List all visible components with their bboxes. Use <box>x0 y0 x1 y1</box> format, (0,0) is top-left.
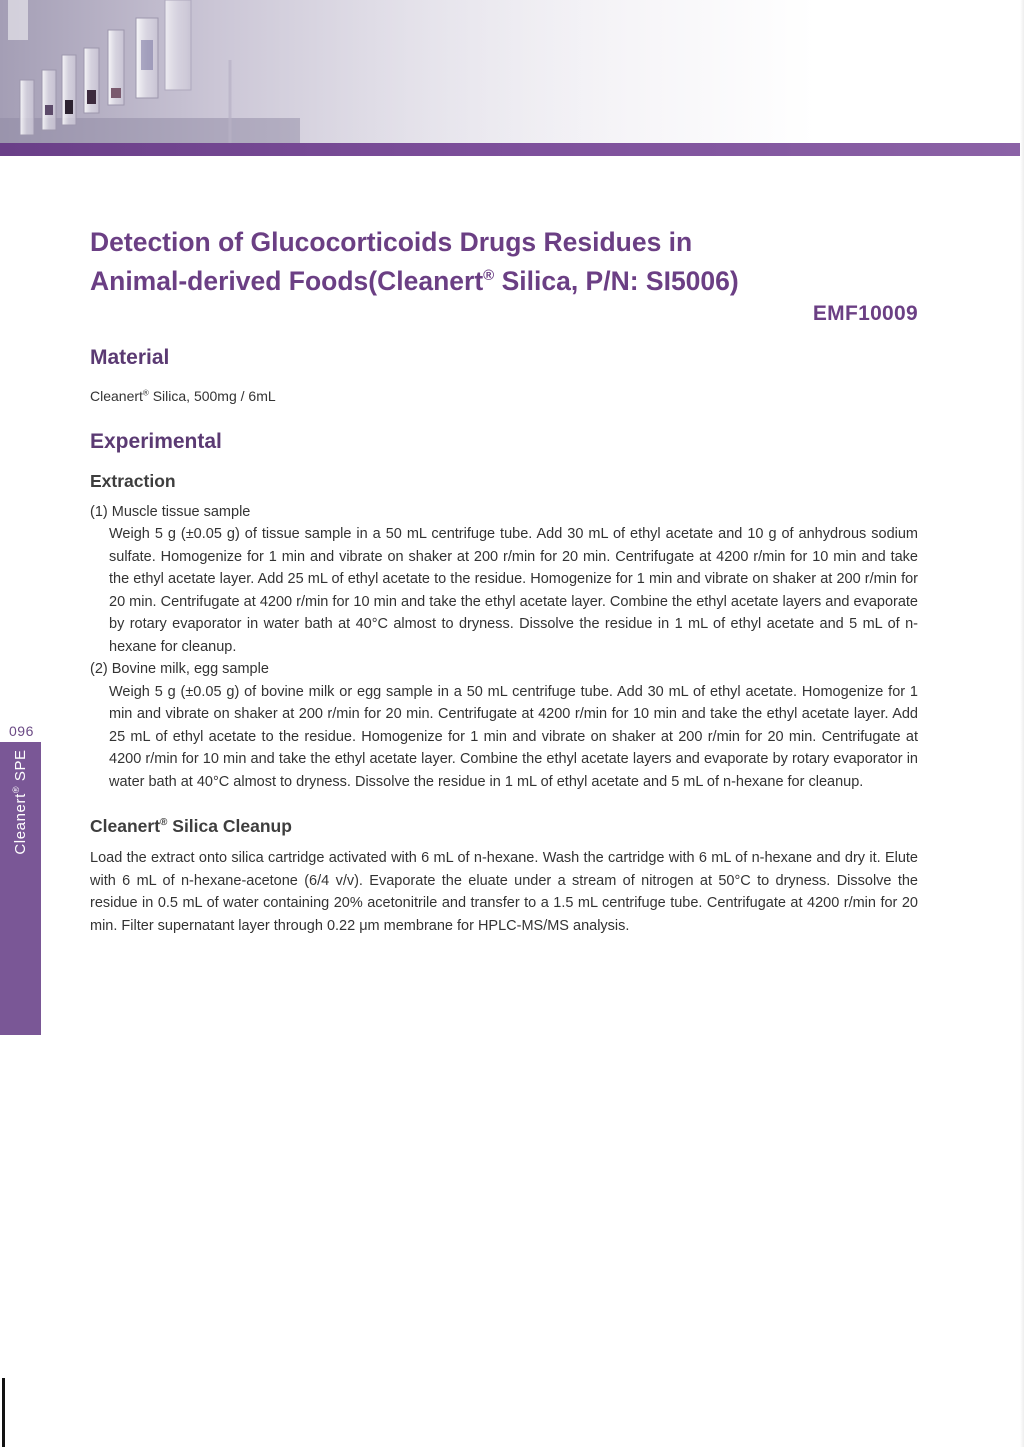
extraction-list <box>90 501 918 794</box>
cleanup-heading: Cleanert® Silica Cleanup <box>90 816 292 837</box>
document-code: EMF10009 <box>812 301 918 325</box>
document-content <box>90 226 918 937</box>
extraction-heading: Extraction <box>90 470 176 491</box>
experimental-heading: Experimental <box>90 429 222 453</box>
page-number: 096 <box>9 723 34 739</box>
side-tab-label: Cleanert® SPE <box>11 749 29 855</box>
header-accent-bar <box>0 143 1020 156</box>
cleanup-text: Load the extract onto silica cartridge activated with 6 mL of n-hexane. Wash the cartridge with 6 mL of n-hexane and dry it. Elute with 6 mL of n-hexane-acetone (6/4 v/v). Evaporate the eluate under a stream of nitrogen at 50°C to dryness. Dissolve the residue in 0.5 mL of water containing 20% acetonitrile and transfer to a 1.5 mL centrifuge tube. Centrifugate at 4200 r/min for 20 min. Filter supernatant layer through 0.22 μm membrane for HPLC-MS/MS analysis. <box>90 850 918 934</box>
extraction-item-label: (1) Muscle tissue sample <box>90 503 251 520</box>
material-heading: Material <box>90 345 170 369</box>
header-banner <box>0 0 1020 143</box>
extraction-item-label: (2) Bovine milk, egg sample <box>90 661 269 678</box>
lab-cartridges-photo <box>0 0 620 143</box>
extraction-item-text: Weigh 5 g (±0.05 g) of tissue sample in a 50 mL centrifuge tube. Add 30 mL of ethyl acetate and 10 g of anhydrous sodium sulfate. Homogenize for 1 min and vibrate on shaker at 200 r/min for 20 min. Centrifugate at 4200 r/min for 10 min and take the ethyl acetate layer. Add 25 mL of ethyl acetate to the residue. Homogenize for 1 min and vibrate on shaker at 200 r/min for 20 min. Centrifugate at 4200 r/min for 10 min and take the ethyl acetate layer. Combine the ethyl acetate layers and evaporate by rotary evaporator in water bath at 40°C almost to dryness. Dissolve the residue in 1 mL of ethyl acetate and 5 mL of n-hexane for cleanup. <box>109 526 918 655</box>
scan-edge-mark <box>2 1378 5 1447</box>
scan-right-edge <box>1020 0 1024 1447</box>
extraction-item-text: Weigh 5 g (±0.05 g) of bovine milk or egg sample in a 50 mL centrifuge tube. Add 30 mL of ethyl acetate. Homogenize for 1 min and vibrate on shaker at 200 r/min for 20 min. Centrifugate at 4200 r/min for 10 min and take the ethyl acetate layer. Add 25 mL of ethyl acetate to the residue. Homogenize for 1 min and vibrate on shaker at 200 r/min for 20 min. Centrifugate at 4200 r/min for 10 min and take the ethyl acetate layer. Combine the ethyl acetate layers and evaporate by rotary evaporator in water bath at 40°C almost to dryness. Dissolve the residue in 1 mL of ethyl acetate and 5 mL of n-hexane for cleanup. <box>109 683 918 790</box>
document-title: Detection of Glucocorticoids Drugs Residues in Animal-derived Foods(Cleanert® Silica, P/N: SI5006) <box>90 227 739 296</box>
material-product: Cleanert® Silica, 500mg / 6mL <box>90 387 276 404</box>
